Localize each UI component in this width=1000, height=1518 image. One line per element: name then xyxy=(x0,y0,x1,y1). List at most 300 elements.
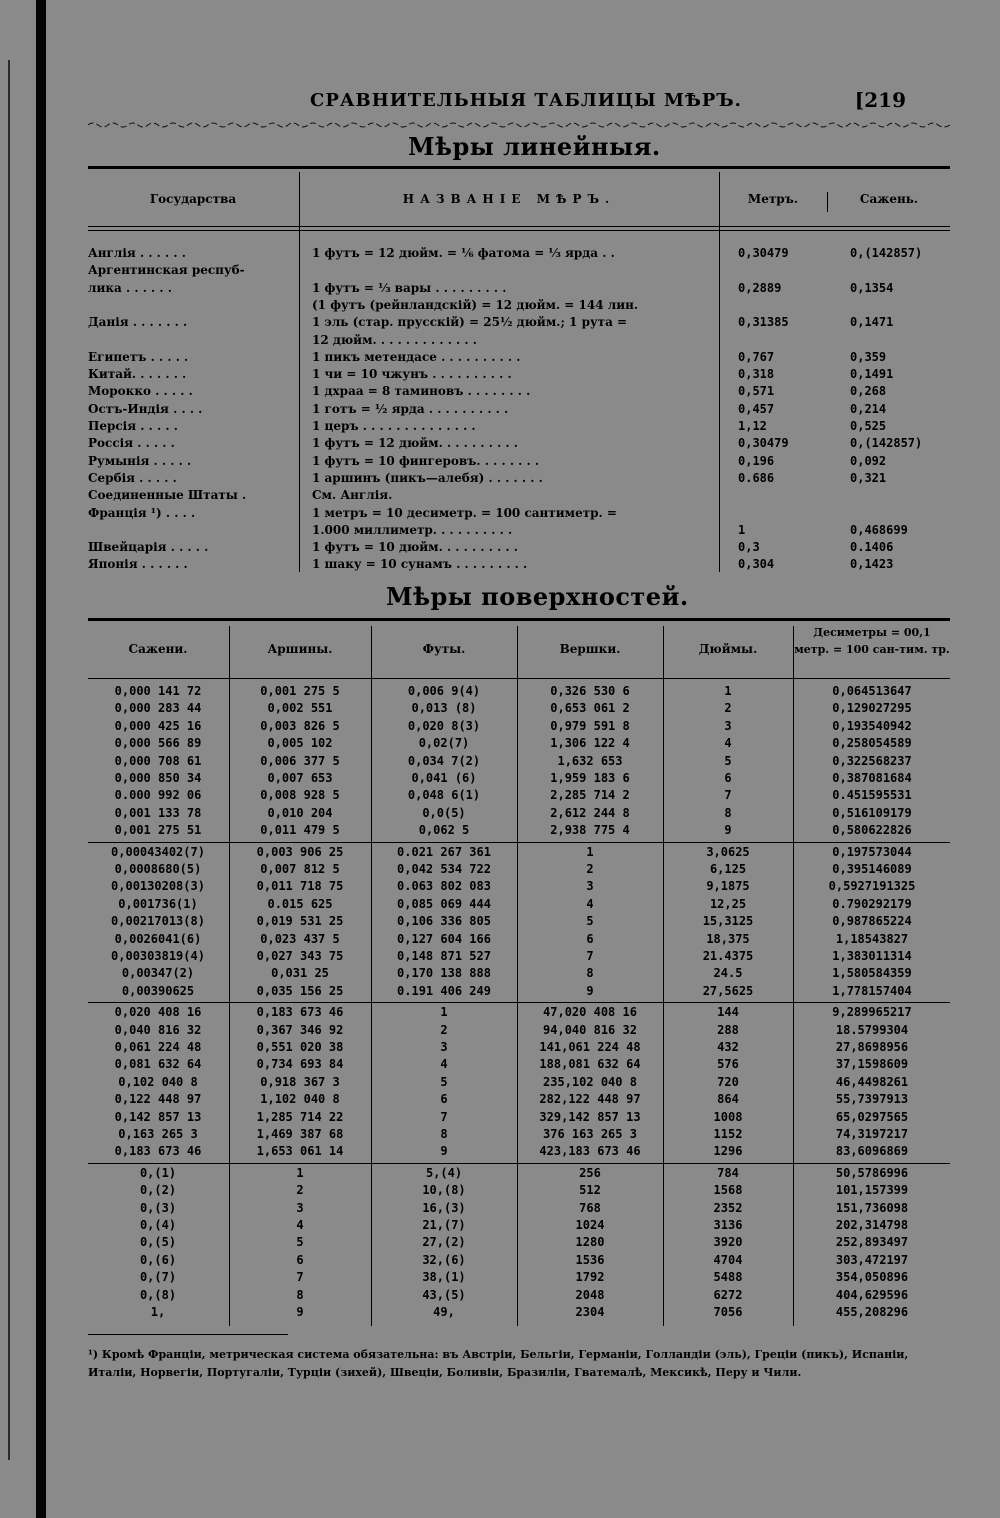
vershki-cell: 1024 xyxy=(575,1218,605,1232)
table-row xyxy=(88,1253,950,1270)
state-cell: Китай. . . . . . . xyxy=(88,367,187,382)
sazhen-value-cell: 0,(142857) xyxy=(850,246,923,260)
table-row xyxy=(88,932,950,949)
dyuimy-cell: 5 xyxy=(724,753,732,768)
sazhen-value-cell: 0,525 xyxy=(850,419,887,433)
sazhen-value-cell: 0,1354 xyxy=(850,280,894,295)
header-title: СРАВНИТЕЛЬНЫЯ ТАБЛИЦЫ МѢРЪ. xyxy=(310,90,742,111)
table-row xyxy=(88,684,950,701)
arshiny-cell: 0,035 156 25 xyxy=(256,983,344,998)
futy-cell: 1 xyxy=(440,1005,448,1020)
vershki-cell: 1,632 653 xyxy=(557,753,623,768)
arshiny-cell: 0,001 275 5 xyxy=(260,684,340,698)
sazheni-cell: 0,102 040 8 xyxy=(118,1074,198,1089)
table-row xyxy=(88,350,950,367)
table-row xyxy=(88,914,950,931)
decimetry-cell: 354,050896 xyxy=(835,1270,909,1285)
vershki-cell: 282,122 448 97 xyxy=(539,1092,641,1107)
state-cell: Египетъ . . . . . xyxy=(88,349,189,364)
sazheni-cell: 0,183 673 46 xyxy=(114,1144,202,1159)
decimetry-cell: 74,3197217 xyxy=(835,1127,909,1141)
measure-name-cell: 1 эль (стар. прусскій) = 25½ дюйм.; 1 рута = xyxy=(312,315,628,330)
dyuimy-cell: 3136 xyxy=(713,1218,743,1232)
sazhen-value-cell: 0,321 xyxy=(850,470,887,485)
vershki-cell: 0,326 530 6 xyxy=(550,684,630,698)
vershki-cell: 94,040 816 32 xyxy=(543,1022,637,1037)
linear-section-title: Мѣры линейныя. xyxy=(408,132,661,161)
sazhen-value-cell: 0,1491 xyxy=(850,367,894,382)
group-rule xyxy=(88,1163,950,1164)
vershki-cell: 0,979 591 8 xyxy=(550,718,630,733)
state-cell: Персія . . . . . xyxy=(88,419,178,433)
vershki-cell: 512 xyxy=(579,1183,601,1198)
meter-value-cell: 0,571 xyxy=(738,384,775,399)
table-row xyxy=(88,1023,950,1040)
futy-cell: 0,106 336 805 xyxy=(397,914,491,929)
table-row xyxy=(88,1235,950,1252)
arshiny-cell: 0,005 102 xyxy=(267,736,333,751)
measure-name-cell: 1 футъ = 12 дюйм. = ⅙ фатома = ⅓ ярда . . xyxy=(312,246,615,260)
dyuimy-cell: 1296 xyxy=(713,1144,743,1159)
table-row xyxy=(88,966,950,983)
vershki-cell: 5 xyxy=(586,914,594,929)
arshiny-cell: 0,006 377 5 xyxy=(260,753,340,768)
vershki-cell: 256 xyxy=(579,1165,601,1180)
sazheni-cell: 0,00347(2) xyxy=(121,966,195,981)
state-cell: Россія . . . . . xyxy=(88,436,175,451)
vershki-cell: 1536 xyxy=(575,1252,605,1267)
decorative-wavy-rule xyxy=(88,120,950,130)
measure-name-cell: 1 чи = 10 чжунъ . . . . . . . . . . xyxy=(312,367,512,382)
decimetry-cell: 0,258054589 xyxy=(832,736,912,751)
dyuimy-cell: 7056 xyxy=(713,1305,743,1319)
linear-top-rule xyxy=(88,166,950,169)
sazheni-cell: 0,001 133 78 xyxy=(114,805,202,820)
decimetry-cell: 65,0297565 xyxy=(835,1109,909,1124)
meter-value-cell: 0.686 xyxy=(738,470,775,485)
meter-value-cell: 0,457 xyxy=(738,401,775,416)
arshiny-cell: 0,008 928 5 xyxy=(260,788,340,803)
futy-cell: 3 xyxy=(440,1040,448,1054)
decimetry-cell: 303,472197 xyxy=(835,1252,909,1267)
measure-name-cell: 1.000 миллиметр. . . . . . . . . . xyxy=(312,522,513,537)
dyuimy-cell: 1152 xyxy=(713,1127,743,1141)
decimetry-cell: 50,5786996 xyxy=(835,1165,909,1180)
footnote-rule xyxy=(88,1334,288,1335)
arshiny-cell: 0,007 653 xyxy=(267,771,333,785)
vershki-cell: 423,183 673 46 xyxy=(539,1144,641,1159)
futy-cell: 0,0(5) xyxy=(422,805,466,820)
page-margin-line xyxy=(8,60,10,1460)
dyuimy-cell: 784 xyxy=(717,1165,739,1180)
table-row xyxy=(88,1057,950,1074)
table-row xyxy=(88,1040,950,1057)
table-row xyxy=(88,771,950,788)
decimetry-cell: 0,580622826 xyxy=(832,823,912,838)
measure-name-cell: 1 шаку = 10 сунамъ . . . . . . . . . xyxy=(312,557,528,572)
measure-name-cell: 1 футъ = 10 фингеровъ. . . . . . . . xyxy=(312,453,540,468)
measure-name-cell: 1 аршинъ (пикъ—алебя) . . . . . . . xyxy=(312,470,543,485)
table-row xyxy=(88,454,950,471)
table-row xyxy=(88,1127,950,1144)
running-header xyxy=(88,86,950,118)
dyuimy-cell: 864 xyxy=(717,1092,739,1107)
sazhen-value-cell: 0,092 xyxy=(850,453,887,468)
arshiny-cell: 2 xyxy=(296,1183,304,1198)
decimetry-cell: 0,197573044 xyxy=(832,844,912,859)
decimetry-cell: 0,395146089 xyxy=(832,862,912,876)
arshiny-cell: 0,011 479 5 xyxy=(260,823,340,838)
sazhen-value-cell: 0,359 xyxy=(850,349,887,364)
vershki-cell: 329,142 857 13 xyxy=(539,1109,641,1124)
arshiny-cell: 0,551 020 38 xyxy=(256,1040,344,1054)
state-cell: Данія . . . . . . . xyxy=(88,315,188,330)
meter-value-cell: 0,767 xyxy=(738,349,775,364)
state-cell: Сербія . . . . . xyxy=(88,470,177,485)
dyuimy-cell: 8 xyxy=(724,805,732,820)
arshiny-cell: 3 xyxy=(296,1200,304,1215)
table-row xyxy=(88,263,950,280)
futy-cell: 10,(8) xyxy=(422,1183,466,1198)
state-cell: Мороккo . . . . . xyxy=(88,384,193,399)
sazheni-cell: 1, xyxy=(150,1305,166,1319)
decimetry-cell: 0,387081684 xyxy=(832,771,912,785)
state-cell: Румынія . . . . . xyxy=(88,453,192,468)
futy-cell: 0,062 5 xyxy=(418,823,470,838)
table-row xyxy=(88,845,950,862)
vershki-cell: 4 xyxy=(586,896,594,911)
futy-cell: 21,(7) xyxy=(422,1218,466,1232)
decimetry-cell: 55,7397913 xyxy=(835,1092,909,1107)
vershki-cell: 6 xyxy=(586,931,594,946)
futy-cell: 0,048 6(1) xyxy=(407,788,481,803)
arshiny-cell: 0,183 673 46 xyxy=(256,1005,344,1020)
state-cell: Японія . . . . . . xyxy=(88,557,188,572)
measure-name-cell: 1 футъ = ⅓ вары . . . . . . . . . xyxy=(312,280,507,295)
futy-cell: 0,170 138 888 xyxy=(397,966,491,981)
dyuimy-cell: 1008 xyxy=(713,1109,743,1124)
col-header-dyuimy: Дюймы. xyxy=(698,642,758,656)
meter-value-cell: 0,304 xyxy=(738,557,775,572)
decimetry-cell: 252,893497 xyxy=(835,1235,909,1250)
futy-cell: 0.191 406 249 xyxy=(397,983,491,998)
vershki-cell: 768 xyxy=(579,1200,601,1215)
vershki-cell: 2,612 244 8 xyxy=(550,805,630,820)
measure-name-cell: (1 футъ (рейнландскій) = 12 дюйм. = 144 лин. xyxy=(312,297,639,312)
table-row xyxy=(88,488,950,505)
decimetry-cell: 0.451595531 xyxy=(832,788,912,803)
decimetry-cell: 0,322568237 xyxy=(832,753,912,768)
table-row xyxy=(88,862,950,879)
sazheni-cell: 0,(1) xyxy=(139,1165,177,1180)
group-rule xyxy=(88,1002,950,1003)
decimetry-cell: 0.790292179 xyxy=(832,896,912,911)
decimetry-cell: 1,18543827 xyxy=(835,931,909,946)
decimetry-cell: 0,064513647 xyxy=(832,684,912,698)
arshiny-cell: 0,027 343 75 xyxy=(256,949,344,963)
futy-cell: 0,042 534 722 xyxy=(397,862,491,876)
col-header-futy: Футы. xyxy=(422,642,466,656)
vershki-cell: 1,306 122 4 xyxy=(550,736,630,751)
vershki-cell: 1 xyxy=(586,844,594,859)
table-row xyxy=(88,402,950,419)
dyuimy-cell: 6272 xyxy=(713,1287,743,1302)
vershki-cell: 2304 xyxy=(575,1305,605,1319)
decimetry-cell: 202,314798 xyxy=(835,1218,909,1232)
arshiny-cell: 1,102 040 8 xyxy=(260,1092,340,1107)
table-row xyxy=(88,879,950,896)
table-row xyxy=(88,506,950,523)
dyuimy-cell: 1 xyxy=(724,684,732,698)
linear-header-rule-2 xyxy=(88,230,950,231)
dyuimy-cell: 18,375 xyxy=(706,931,750,946)
futy-cell: 0.021 267 361 xyxy=(397,844,491,859)
table-row xyxy=(88,1110,950,1127)
col-header-sazhen: Сажень. xyxy=(859,192,919,206)
dyuimy-cell: 12,25 xyxy=(709,896,747,911)
arshiny-cell: 9 xyxy=(296,1305,304,1319)
decimetry-cell: 0,129027295 xyxy=(832,701,912,716)
sazheni-cell: 0,0026041(6) xyxy=(114,931,202,946)
decimetry-cell: 18.5799304 xyxy=(835,1022,909,1037)
table-row xyxy=(88,281,950,298)
sazhen-value-cell: 0,1471 xyxy=(850,315,894,330)
sazheni-cell: 0,(3) xyxy=(139,1200,177,1215)
arshiny-cell: 0,011 718 75 xyxy=(256,879,344,894)
dyuimy-cell: 9 xyxy=(724,823,732,838)
vershki-cell: 9 xyxy=(586,983,594,998)
meter-value-cell: 0,196 xyxy=(738,453,775,468)
measure-name-cell: 1 футъ = 12 дюйм. . . . . . . . . . xyxy=(312,436,518,451)
sazhen-value-cell: 0,1423 xyxy=(850,557,894,572)
decimetry-cell: 27,8698956 xyxy=(835,1040,909,1054)
sazheni-cell: 0,163 265 3 xyxy=(118,1127,198,1141)
vershki-cell: 2,938 775 4 xyxy=(550,823,630,838)
arshiny-cell: 4 xyxy=(296,1218,304,1232)
linear-header-rule xyxy=(88,226,950,227)
dyuimy-cell: 27,5625 xyxy=(702,983,754,998)
table-row xyxy=(88,523,950,540)
sazheni-cell: 0,040 816 32 xyxy=(114,1022,202,1037)
dyuimy-cell: 2 xyxy=(724,701,732,716)
table-row xyxy=(88,1092,950,1109)
arshiny-cell: 1,469 387 68 xyxy=(256,1127,344,1141)
linear-divider xyxy=(827,192,828,212)
futy-cell: 0,020 8(3) xyxy=(407,718,481,733)
table-row xyxy=(88,1305,950,1322)
measure-name-cell: 1 футъ = 10 дюйм. . . . . . . . . . xyxy=(312,540,518,555)
dyuimy-cell: 24.5 xyxy=(713,966,743,981)
arshiny-cell: 0,003 826 5 xyxy=(260,718,340,733)
col-header-meter: Метръ. xyxy=(747,192,799,206)
vershki-cell: 1792 xyxy=(575,1270,605,1285)
table-row xyxy=(88,384,950,401)
futy-cell: 0,041 (6) xyxy=(411,771,477,785)
table-row xyxy=(88,436,950,453)
measure-name-cell: 1 церъ . . . . . . . . . . . . . . xyxy=(312,419,476,433)
sazheni-cell: 0,000 850 34 xyxy=(114,771,202,785)
state-cell: Франція ¹) . . . . xyxy=(88,505,196,520)
decimetry-cell: 404,629596 xyxy=(835,1287,909,1302)
table-row xyxy=(88,419,950,436)
dyuimy-cell: 3,0625 xyxy=(706,844,750,859)
measure-name-cell: 1 готъ = ½ ярда . . . . . . . . . . xyxy=(312,401,509,416)
state-cell: Аргентинская респуб- xyxy=(88,263,245,278)
table-row xyxy=(88,823,950,840)
vershki-cell: 0,653 061 2 xyxy=(550,701,630,716)
decimetry-cell: 151,736098 xyxy=(835,1200,909,1215)
sazhen-value-cell: 0,468699 xyxy=(850,522,908,537)
futy-cell: 0,085 069 444 xyxy=(397,896,491,911)
col-header-decimetry: Десиметры = 00,1 метр. = 100 сан-тим. тр. xyxy=(794,626,950,656)
table-row xyxy=(88,1201,950,1218)
futy-cell: 16,(3) xyxy=(422,1200,466,1215)
state-cell: Швейцарія . . . . . xyxy=(88,540,209,555)
futy-cell: 0,148 871 527 xyxy=(397,949,491,963)
col-header-names: НАЗВАНІЕ МѢРЪ. xyxy=(402,192,616,206)
meter-value-cell: 1 xyxy=(738,522,746,537)
sazheni-cell: 0,061 224 48 xyxy=(114,1040,202,1054)
surface-divider xyxy=(517,626,518,1326)
decimetry-cell: 83,6096869 xyxy=(835,1144,909,1159)
state-cell: Соединенные Штаты . xyxy=(88,488,247,503)
measure-name-cell: 1 пикъ метендасе . . . . . . . . . . xyxy=(312,349,521,364)
surface-top-rule xyxy=(88,618,950,621)
table-row xyxy=(88,471,950,488)
dyuimy-cell: 720 xyxy=(717,1074,739,1089)
arshiny-cell: 0,010 204 xyxy=(267,805,333,820)
futy-cell: 38,(1) xyxy=(422,1270,466,1285)
meter-value-cell: 1,12 xyxy=(738,419,767,433)
sazheni-cell: 0,142 857 13 xyxy=(114,1109,202,1124)
sazheni-cell: 0,000 283 44 xyxy=(114,701,202,716)
arshiny-cell: 0,734 693 84 xyxy=(256,1057,344,1072)
col-header-state: Государства xyxy=(149,192,237,206)
table-row xyxy=(88,1144,950,1161)
arshiny-cell: 7 xyxy=(296,1270,304,1285)
col-header-arshiny: Аршины. xyxy=(267,642,333,656)
book-page xyxy=(88,62,950,1462)
dyuimy-cell: 15,3125 xyxy=(702,914,754,929)
sazheni-cell: 0.000 992 06 xyxy=(114,788,202,803)
futy-cell: 5 xyxy=(440,1074,448,1089)
dyuimy-cell: 3 xyxy=(724,718,732,733)
futy-cell: 0,02(7) xyxy=(418,736,470,751)
table-row xyxy=(88,806,950,823)
dyuimy-cell: 2352 xyxy=(713,1200,743,1215)
arshiny-cell: 0,023 437 5 xyxy=(260,931,340,946)
arshiny-cell: 8 xyxy=(296,1287,304,1302)
arshiny-cell: 1,653 061 14 xyxy=(256,1144,344,1159)
decimetry-cell: 101,157399 xyxy=(835,1183,909,1198)
decimetry-cell: 0,5927191325 xyxy=(828,879,916,894)
sazheni-cell: 0,(6) xyxy=(139,1252,177,1267)
page-number: [219 xyxy=(854,88,906,112)
table-row xyxy=(88,1183,950,1200)
sazheni-cell: 0,0008680(5) xyxy=(114,862,202,876)
futy-cell: 4 xyxy=(440,1057,448,1072)
table-row xyxy=(88,984,950,1001)
sazhen-value-cell: 0,(142857) xyxy=(850,436,923,451)
meter-value-cell: 0,30479 xyxy=(738,246,789,260)
vershki-cell: 188,081 632 64 xyxy=(539,1057,641,1072)
decimetry-cell: 37,1598609 xyxy=(835,1057,909,1072)
state-cell: Англія . . . . . . xyxy=(88,246,186,260)
futy-cell: 0,006 9(4) xyxy=(407,684,481,698)
futy-cell: 43,(5) xyxy=(422,1287,466,1302)
decimetry-cell: 0,193540942 xyxy=(832,718,912,733)
decimetry-cell: 1,778157404 xyxy=(832,983,912,998)
arshiny-cell: 0,918 367 3 xyxy=(260,1074,340,1089)
vershki-cell: 2048 xyxy=(575,1287,605,1302)
decimetry-cell: 455,208296 xyxy=(835,1305,909,1319)
table-row xyxy=(88,1270,950,1287)
measure-name-cell: См. Англія. xyxy=(312,488,393,503)
sazheni-cell: 0,(5) xyxy=(139,1235,177,1250)
futy-cell: 5,(4) xyxy=(425,1165,463,1180)
table-row xyxy=(88,315,950,332)
table-row xyxy=(88,736,950,753)
futy-cell: 7 xyxy=(440,1109,448,1124)
table-row xyxy=(88,298,950,315)
table-row xyxy=(88,788,950,805)
decimetry-cell: 9,289965217 xyxy=(832,1005,912,1020)
sazhen-value-cell: 0.1406 xyxy=(850,540,894,555)
sazheni-cell: 0,000 708 61 xyxy=(114,753,202,768)
surface-divider xyxy=(793,626,794,1326)
futy-cell: 27,(2) xyxy=(422,1235,466,1250)
vershki-cell: 3 xyxy=(586,879,594,894)
surface-section-title: Мѣры поверхностей. xyxy=(386,582,689,611)
state-cell: лика . . . . . . xyxy=(88,280,172,295)
arshiny-cell: 0,007 812 5 xyxy=(260,862,340,876)
meter-value-cell: 0,318 xyxy=(738,367,775,382)
dyuimy-cell: 144 xyxy=(717,1005,739,1020)
table-row xyxy=(88,1218,950,1235)
table-row xyxy=(88,897,950,914)
futy-cell: 0,013 (8) xyxy=(411,701,477,716)
futy-cell: 9 xyxy=(440,1144,448,1159)
arshiny-cell: 0,003 906 25 xyxy=(256,844,344,859)
futy-cell: 0,034 7(2) xyxy=(407,753,481,768)
col-header-sazheni: Сажени. xyxy=(128,642,188,656)
table-row xyxy=(88,1005,950,1022)
arshiny-cell: 0.015 625 xyxy=(267,896,333,911)
dyuimy-cell: 9,1875 xyxy=(706,879,750,894)
state-cell: Остъ-Индія . . . . xyxy=(88,401,203,416)
table-row xyxy=(88,333,950,350)
sazheni-cell: 0,(8) xyxy=(139,1287,177,1302)
sazheni-cell: 0,122 448 97 xyxy=(114,1092,202,1107)
sazheni-cell: 0,00303819(4) xyxy=(111,949,205,963)
table-row xyxy=(88,367,950,384)
table-row xyxy=(88,1166,950,1183)
arshiny-cell: 0,367 346 92 xyxy=(256,1022,344,1037)
vershki-cell: 47,020 408 16 xyxy=(543,1005,637,1020)
futy-cell: 32,(6) xyxy=(422,1252,466,1267)
meter-value-cell: 0,3 xyxy=(738,540,760,555)
table-row xyxy=(88,1288,950,1305)
dyuimy-cell: 576 xyxy=(717,1057,739,1072)
vershki-cell: 376 163 265 3 xyxy=(543,1127,637,1141)
arshiny-cell: 5 xyxy=(296,1235,304,1250)
sazheni-cell: 0,(2) xyxy=(139,1183,177,1198)
sazheni-cell: 0,00217013(8) xyxy=(111,914,205,929)
surface-divider xyxy=(371,626,372,1326)
vershki-cell: 1280 xyxy=(575,1235,605,1250)
sazheni-cell: 0,020 408 16 xyxy=(114,1005,202,1020)
decimetry-cell: 1,383011314 xyxy=(832,949,912,963)
